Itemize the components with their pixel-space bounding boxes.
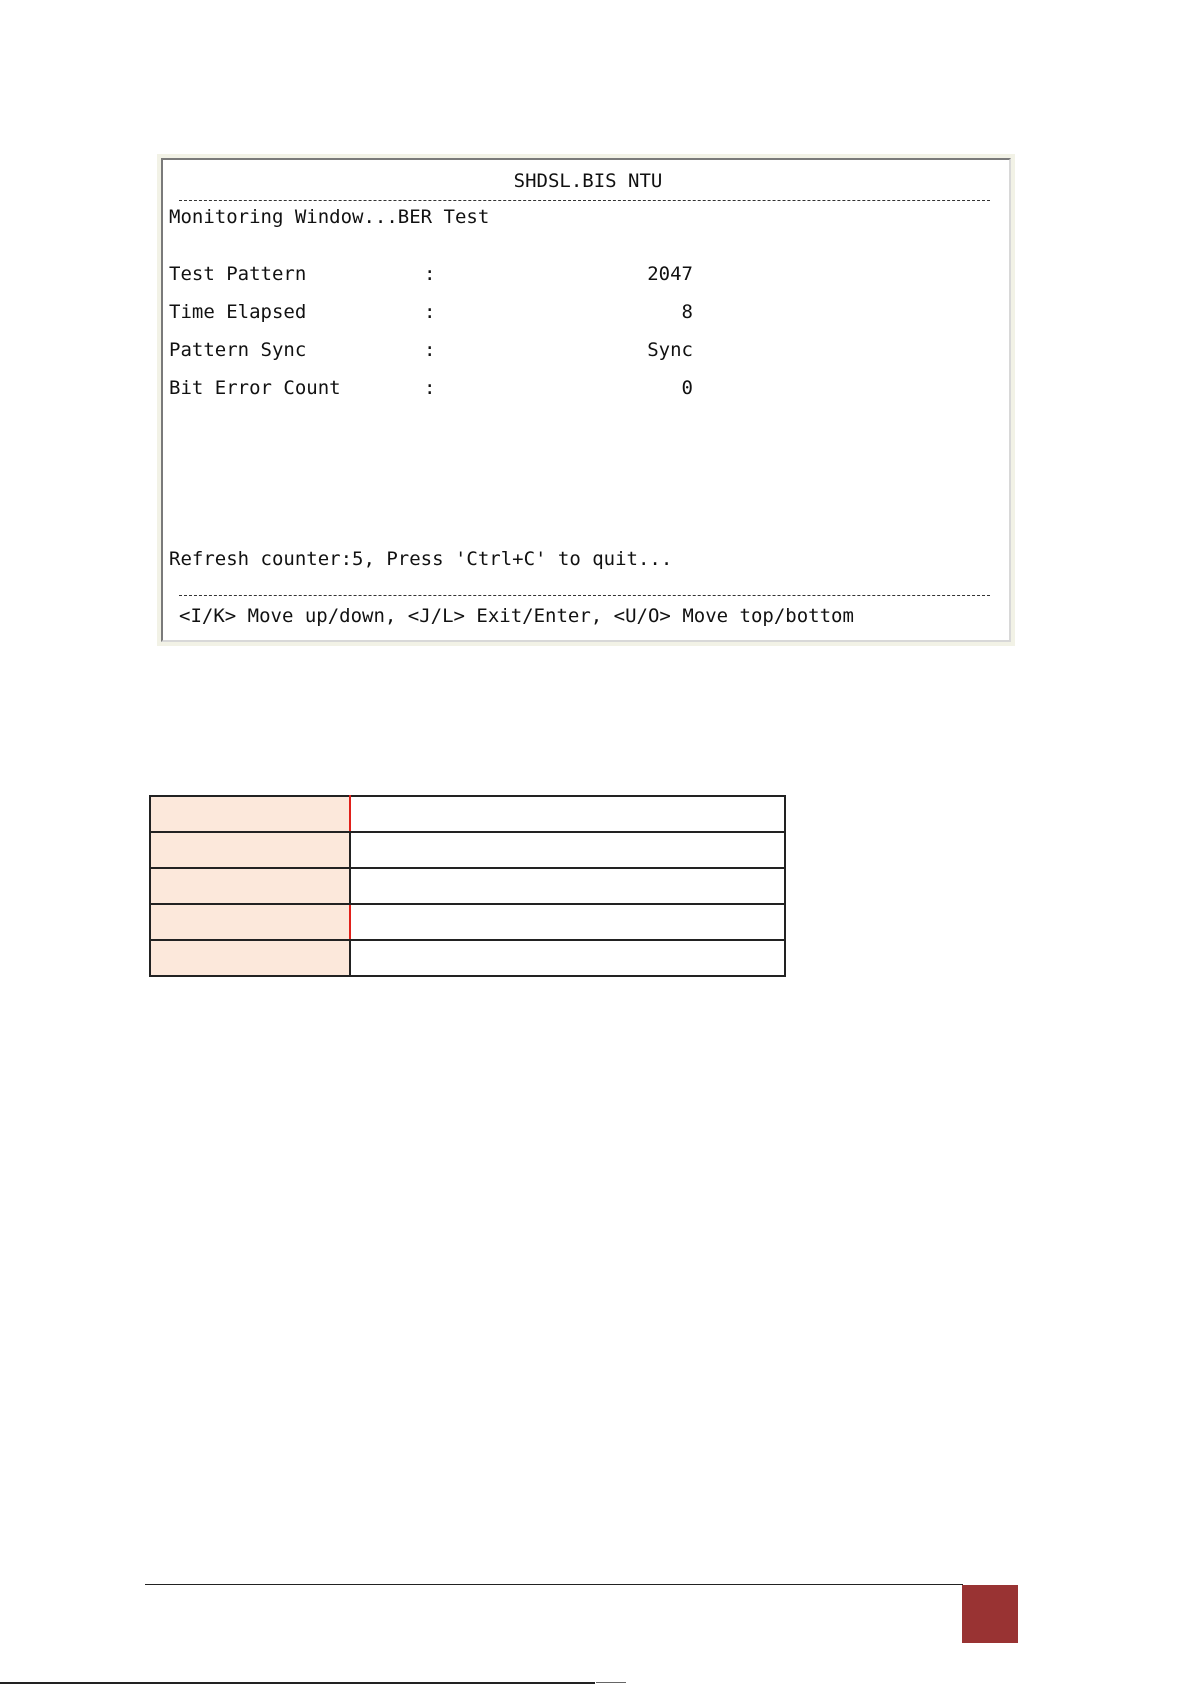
field-label-pattern-sync: Pattern Sync	[169, 339, 307, 361]
field-colon: :	[424, 263, 436, 285]
field-value-pattern-sync: Sync	[647, 339, 693, 361]
table-value-cell	[350, 796, 785, 832]
window-label: Monitoring Window...BER Test	[169, 206, 490, 228]
table-key-cell	[150, 796, 350, 832]
table-key-cell	[150, 832, 350, 868]
terminal-title: SHDSL.BIS NTU	[513, 170, 663, 192]
field-colon: :	[424, 301, 436, 323]
footer-divider	[179, 595, 990, 596]
terminal-window	[161, 158, 1011, 642]
field-label-bit-error-count: Bit Error Count	[169, 377, 341, 399]
table-row	[150, 796, 785, 832]
table-row	[150, 832, 785, 868]
table-key-cell	[150, 868, 350, 904]
field-value-bit-error-count: 0	[681, 377, 693, 399]
table-row	[150, 868, 785, 904]
parameter-table	[149, 795, 786, 977]
field-value-time-elapsed: 8	[681, 301, 693, 323]
table-value-cell	[350, 868, 785, 904]
page-badge	[962, 1585, 1018, 1643]
bottom-rule	[0, 1682, 595, 1684]
field-value-test-pattern: 2047	[647, 263, 693, 285]
table-key-cell	[150, 940, 350, 976]
field-label-test-pattern: Test Pattern	[169, 263, 307, 285]
field-label-time-elapsed: Time Elapsed	[169, 301, 307, 323]
table-key-cell	[150, 904, 350, 940]
field-colon: :	[424, 377, 436, 399]
refresh-counter-text: Refresh counter:5, Press 'Ctrl+C' to quit...	[169, 548, 673, 570]
table-row	[150, 940, 785, 976]
header-divider	[179, 200, 990, 201]
table-value-cell	[350, 940, 785, 976]
terminal-screenshot	[157, 154, 1015, 646]
table-value-cell	[350, 904, 785, 940]
bottom-rule-extension	[596, 1682, 626, 1683]
table-value-cell	[350, 832, 785, 868]
field-colon: :	[424, 339, 436, 361]
table-row	[150, 904, 785, 940]
help-text: <I/K> Move up/down, <J/L> Exit/Enter, <U/O> Move top/bottom	[179, 605, 854, 627]
footer-rule	[145, 1584, 963, 1585]
